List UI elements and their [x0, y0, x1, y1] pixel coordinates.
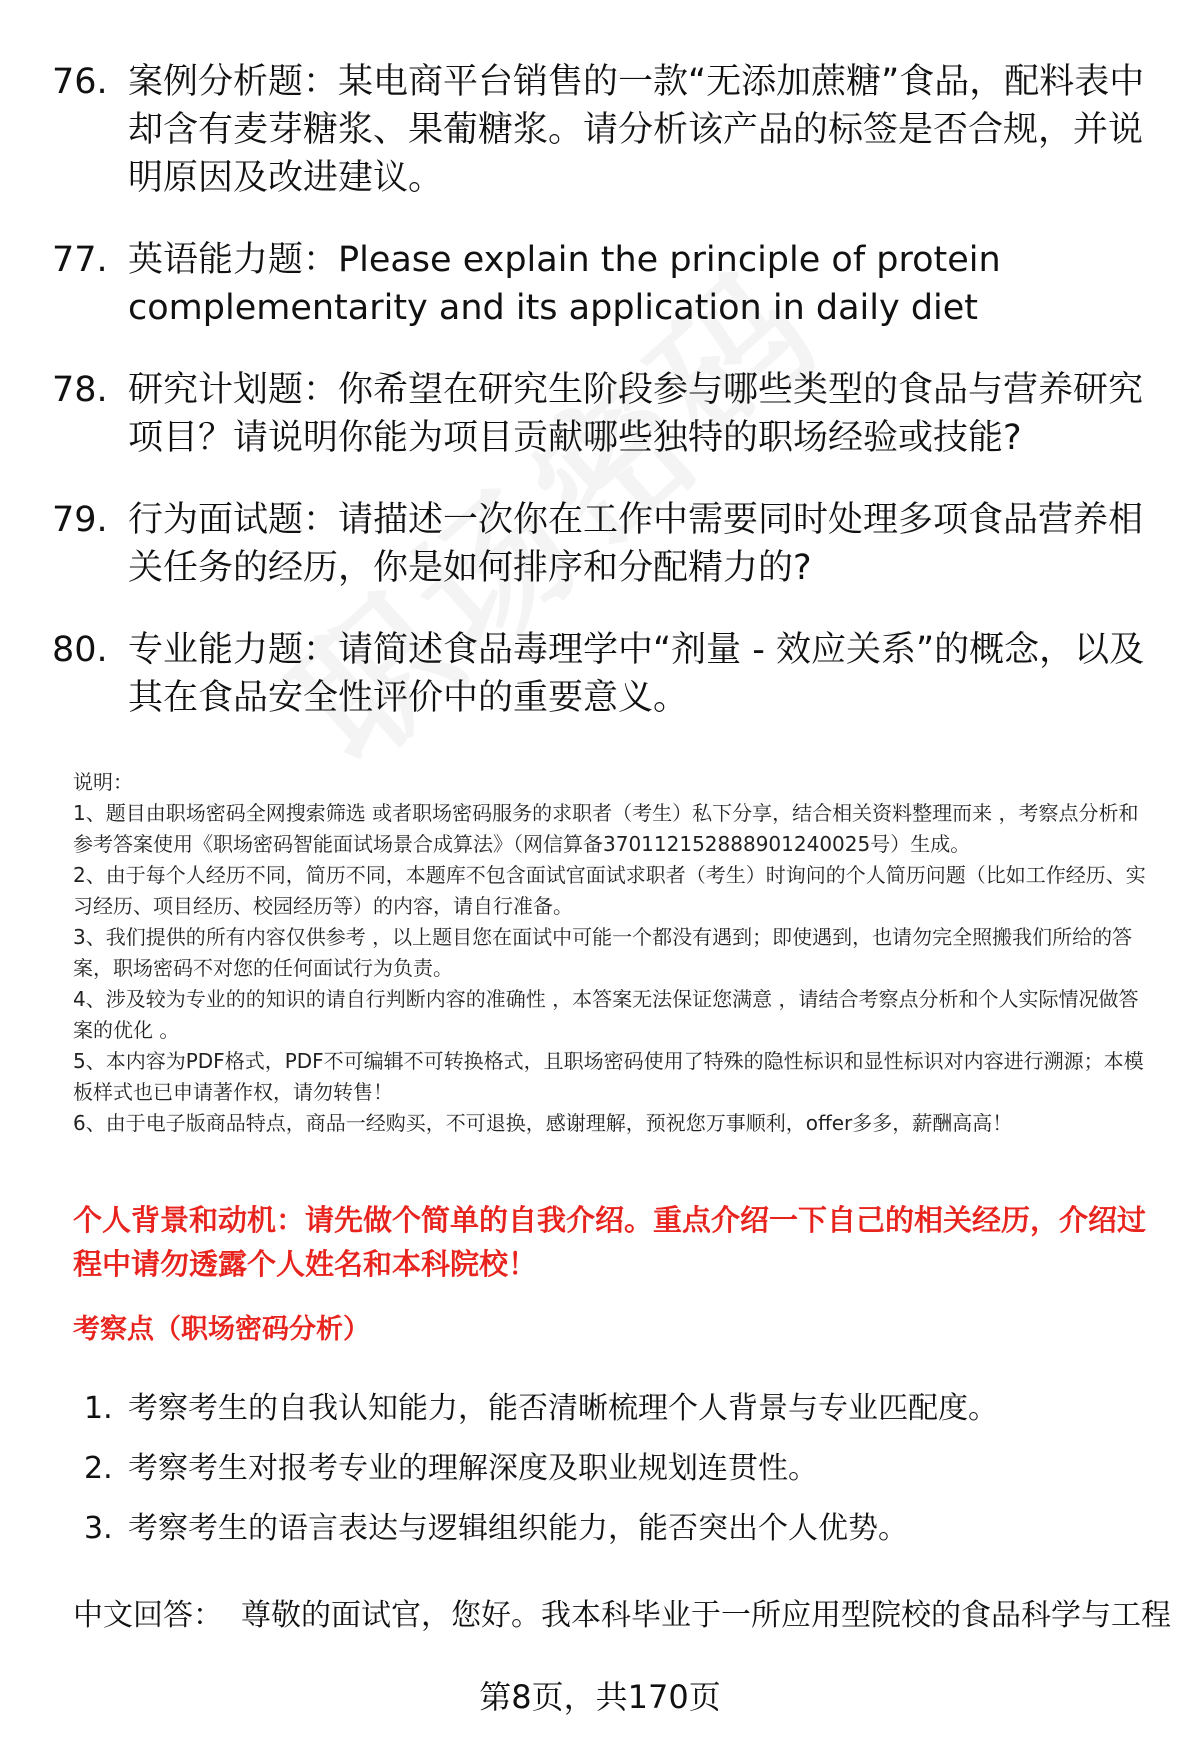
point-number: 2.	[84, 1451, 113, 1486]
note-item: 6、由于电子版商品特点，商品一经购买，不可退换，感谢理解，预祝您万事顺利，offer多多，薪酬高高！	[73, 1111, 1013, 1135]
answer-text: 尊敬的面试官，您好。我本科毕业于一所应用型院校的食品科学与工程	[241, 1598, 1171, 1633]
question-list	[52, 58, 1152, 756]
analysis-point	[84, 1508, 1164, 1550]
question-number: 78.	[52, 370, 108, 410]
point-number: 1.	[84, 1391, 113, 1426]
question-item	[52, 366, 1152, 462]
analysis-point	[84, 1388, 1164, 1430]
page-footer: 第8页，共170页	[479, 1678, 721, 1716]
question-text: 研究计划题：你希望在研究生阶段参与哪些类型的食品与营养研究项目？请说明你能为项目贡献哪些独特的职场经验或技能?	[128, 370, 1144, 458]
answer-paragraph	[73, 1595, 1173, 1637]
point-text: 考察考生的语言表达与逻辑组织能力，能否突出个人优势。	[128, 1511, 908, 1546]
note-item: 1、题目由职场密码全网搜索筛选 或者职场密码服务的求职者（考生）私下分享，结合相关资料整理而来 ，考察点分析和参考答案使用《职场密码智能面试场景合成算法》（网信算备370112152888901240025号）生成。	[73, 801, 1139, 856]
notes-section	[73, 767, 1156, 1139]
note-item: 5、本内容为PDF格式，PDF不可编辑不可转换格式，且职场密码使用了特殊的隐性标识和显性标识对内容进行溯源；本模板样式也已申请著作权，请勿转售！	[73, 1049, 1144, 1104]
analysis-points	[84, 1388, 1164, 1568]
question-text: 英语能力题：Please explain the principle of protein complementarity and its application in daily diet	[128, 240, 1001, 328]
note-item: 2、由于每个人经历不同，简历不同，本题库不包含面试官面试求职者（考生）时询问的个人简历问题（比如工作经历、实习经历、项目经历、校园经历等）的内容，请自行准备。	[73, 863, 1146, 918]
question-item	[52, 496, 1152, 592]
question-number: 76.	[52, 62, 108, 102]
analysis-point	[84, 1448, 1164, 1490]
point-text: 考察考生的自我认知能力，能否清晰梳理个人背景与专业匹配度。	[128, 1391, 998, 1426]
question-number: 80.	[52, 630, 108, 670]
question-item	[52, 236, 1152, 332]
note-item: 3、我们提供的所有内容仅供参考 ，以上题目您在面试中可能一个都没有遇到；即使遇到，也请勿完全照搬我们所给的答案，职场密码不对您的任何面试行为负责。	[73, 925, 1133, 980]
note-item: 4、涉及较为专业的的知识的请自行判断内容的准确性 ，本答案无法保证您满意 ，请结合考察点分析和个人实际情况做答案的优化 。	[73, 987, 1139, 1042]
answer-label: 中文回答：	[73, 1598, 223, 1633]
section-heading: 个人背景和动机：请先做个简单的自我介绍。重点介绍一下自己的相关经历，介绍过程中请勿透露个人姓名和本科院校！	[73, 1203, 1147, 1281]
question-item	[52, 58, 1152, 202]
question-text: 行为面试题：请描述一次你在工作中需要同时处理多项食品营养相关任务的经历，你是如何排序和分配精力的?	[128, 500, 1144, 588]
point-text: 考察考生对报考专业的理解深度及职业规划连贯性。	[128, 1451, 818, 1486]
question-text: 案例分析题：某电商平台销售的一款“无添加蔗糖”食品，配料表中却含有麦芽糖浆、果葡糖浆。请分析该产品的标签是否合规，并说明原因及改进建议。	[128, 62, 1145, 198]
question-item	[52, 626, 1152, 722]
question-text: 专业能力题：请简述食品毒理学中“剂量 - 效应关系”的概念，以及其在食品安全性评价中的重要意义。	[128, 630, 1145, 718]
notes-title: 说明：	[73, 770, 133, 794]
question-number: 77.	[52, 240, 108, 280]
question-number: 79.	[52, 500, 108, 540]
point-number: 3.	[84, 1511, 113, 1546]
analysis-heading: 考察点（职场密码分析）	[73, 1314, 370, 1345]
